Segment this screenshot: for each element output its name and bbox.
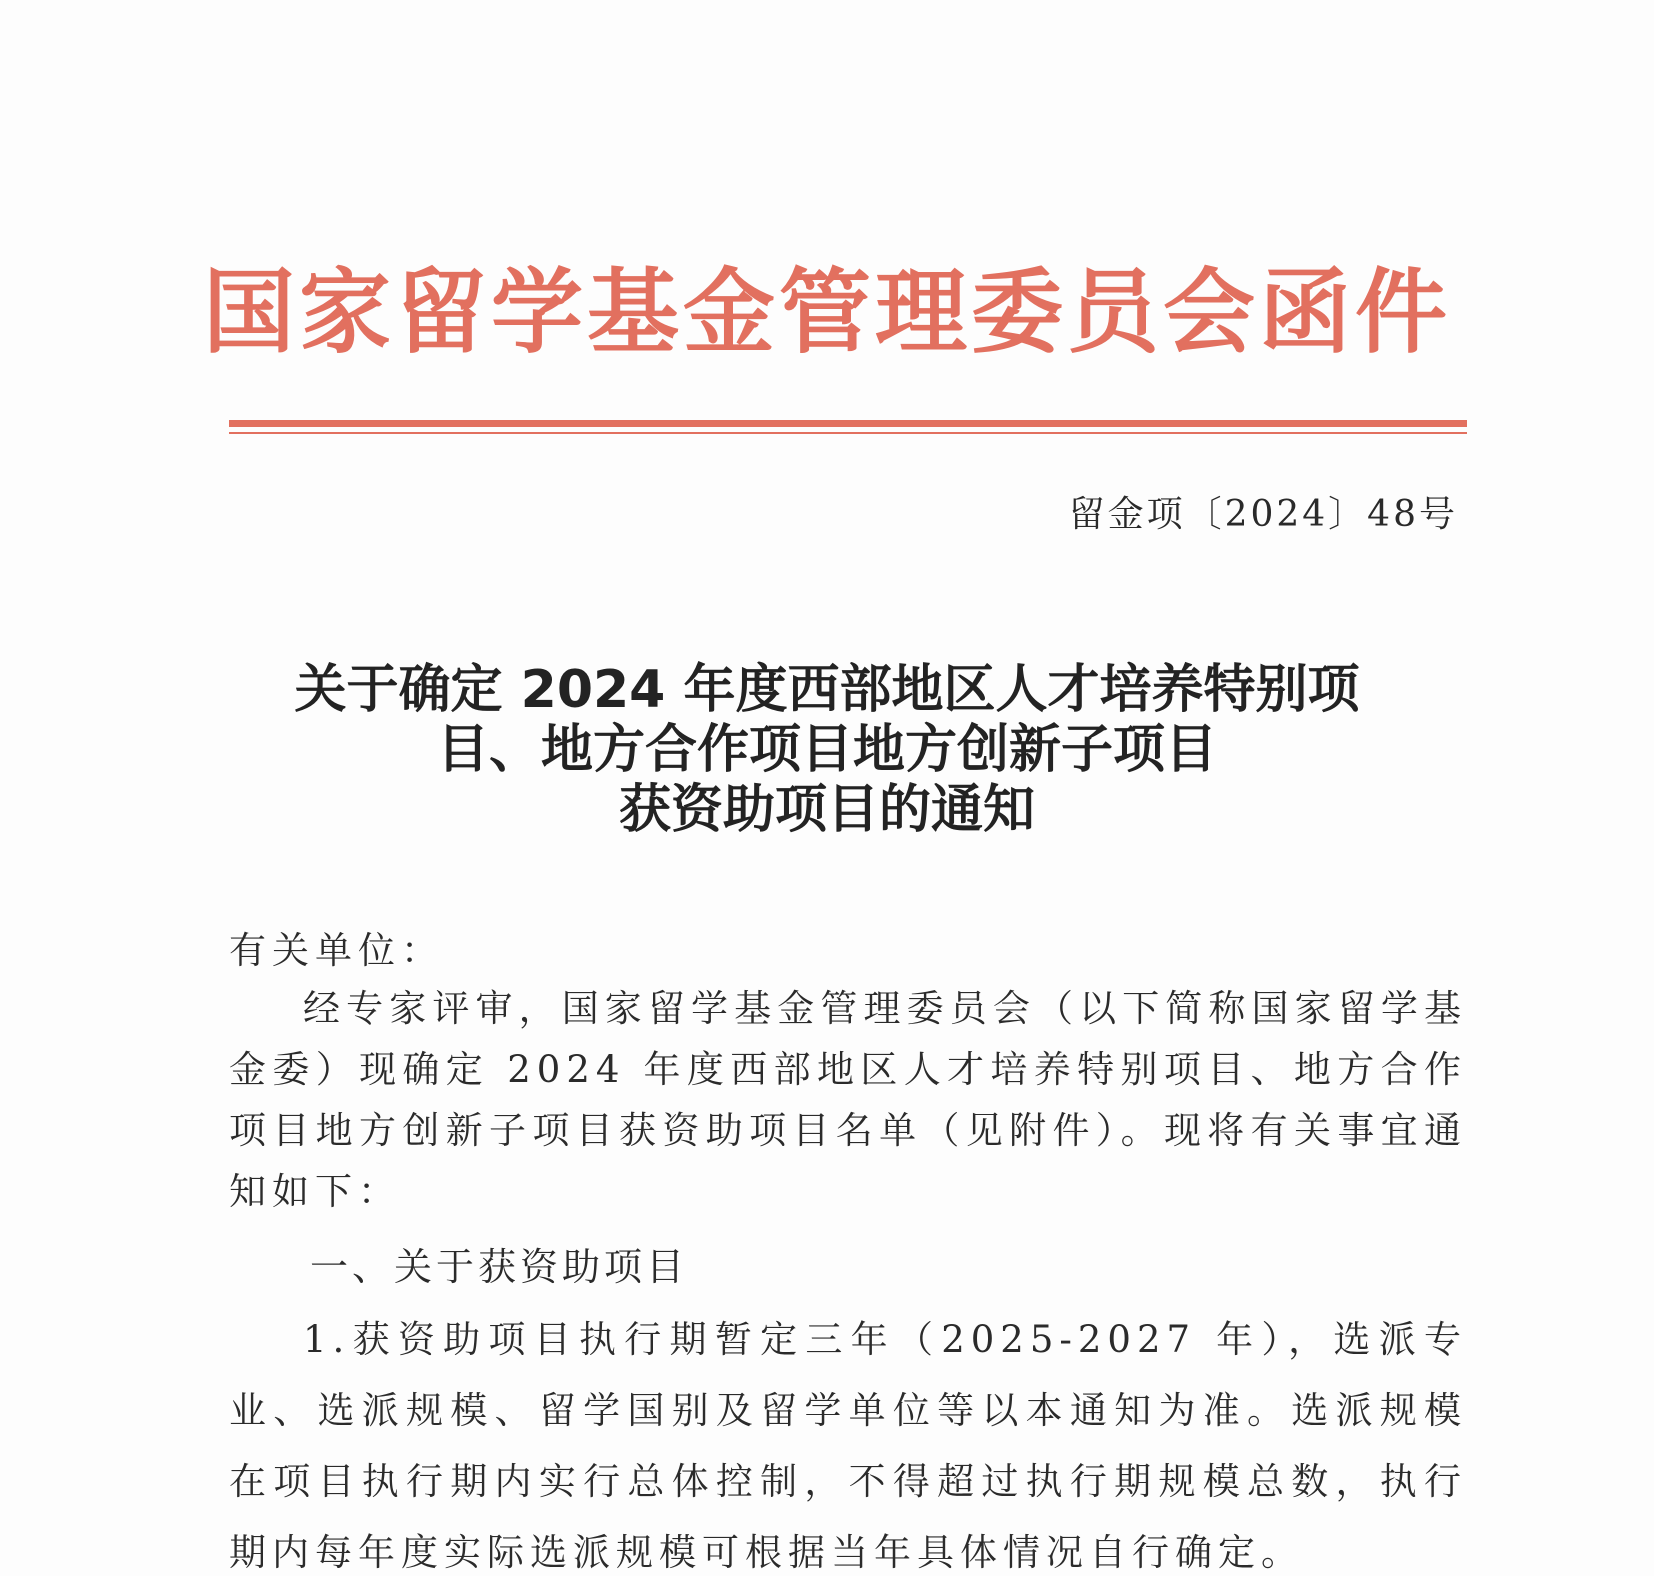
intro-paragraph: 经专家评审，国家留学基金管理委员会（以下简称国家留学基金委）现确定 2024 年度西部地区人才培养特别项目、地方合作项目地方创新子项目获资助项目名单（见附件）。现将有关事宜通知如下：: [229, 987, 1467, 1213]
salutation: 有关单位：: [229, 929, 444, 972]
letterhead-rule-thick: [229, 420, 1467, 427]
letterhead-title: 国家留学基金管理委员会函件: [202, 258, 1451, 366]
notice-title-line-3: 获资助项目的通知: [618, 780, 1035, 840]
section-heading-1: 一、关于获资助项目: [310, 1245, 689, 1289]
letterhead-rule-thin: [229, 432, 1467, 434]
notice-title: [0, 660, 1654, 840]
notice-title-line-1: 关于确定 2024 年度西部地区人才培养特别项: [294, 660, 1360, 720]
item-1-paragraph: 1.获资助项目执行期暂定三年（2025-2027 年），选派专业、选派规模、留学国别及留学单位等以本通知为准。选派规模在项目执行期内实行总体控制，不得超过执行期规模总数，执行期内每年度实际选派规模可根据当年具体情况自行确定。: [229, 1318, 1467, 1574]
document-number: 留金项〔2024〕48号: [1068, 494, 1458, 535]
notice-title-line-2: 目、地方合作项目地方创新子项目: [436, 720, 1217, 780]
